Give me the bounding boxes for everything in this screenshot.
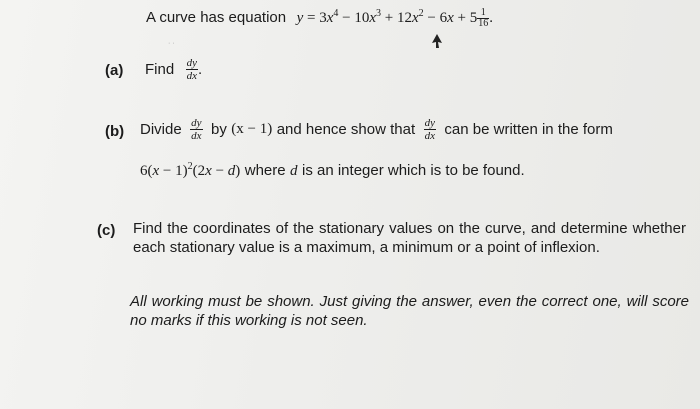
curve-equation: $y = 3x^4 - 10x^3 + 12x^2 - 6x + 5$ $\frac{1}{16}$ . bbox=[296, 7, 494, 29]
part-b-line2: $6(x - 1)^2(2x - d)$ where d is an integer which is to be found. bbox=[140, 161, 525, 179]
fraction-one-sixteenth: $\frac{1}{16}$ bbox=[478, 7, 489, 29]
working-note: All working must be shown. Just giving the answer, even the correct one, will score no marks if this working is not seen. bbox=[130, 293, 689, 329]
part-b-line1: Divide $\frac{dy}{dx}$ by (x − 1) and hence show that $\frac{dy}{dx}$ can be written in the form bbox=[140, 117, 613, 142]
part-a-text: Find bbox=[145, 61, 175, 78]
intro-prefix: A curve has equation bbox=[146, 8, 287, 26]
part-a-label: (a) bbox=[105, 62, 124, 79]
dy-dx-fraction: $\frac{dy}{dx}$ bbox=[186, 57, 198, 82]
part-c-text: Find the coordinates of the stationary values on the curve, and determine whether each stationary value is a maximum, a minimum or a point of inflexion. bbox=[133, 220, 686, 256]
scan-specks: · · bbox=[168, 40, 175, 47]
mouse-pointer-icon bbox=[432, 34, 442, 48]
intro-line bbox=[146, 8, 493, 32]
dy-dx-fraction: $\frac{dy}{dx}$ bbox=[424, 117, 435, 142]
divisor-expression: (x − 1) bbox=[231, 121, 273, 137]
part-a-line: Find $\frac{dy}{dx}$ . bbox=[145, 57, 203, 82]
part-c-label: (c) bbox=[97, 222, 116, 239]
factorised-form: $6(x - 1)^2(2x - d)$ bbox=[140, 161, 241, 179]
part-b-label: (b) bbox=[105, 123, 125, 140]
dy-dx-fraction: $\frac{dy}{dx}$ bbox=[191, 117, 202, 142]
